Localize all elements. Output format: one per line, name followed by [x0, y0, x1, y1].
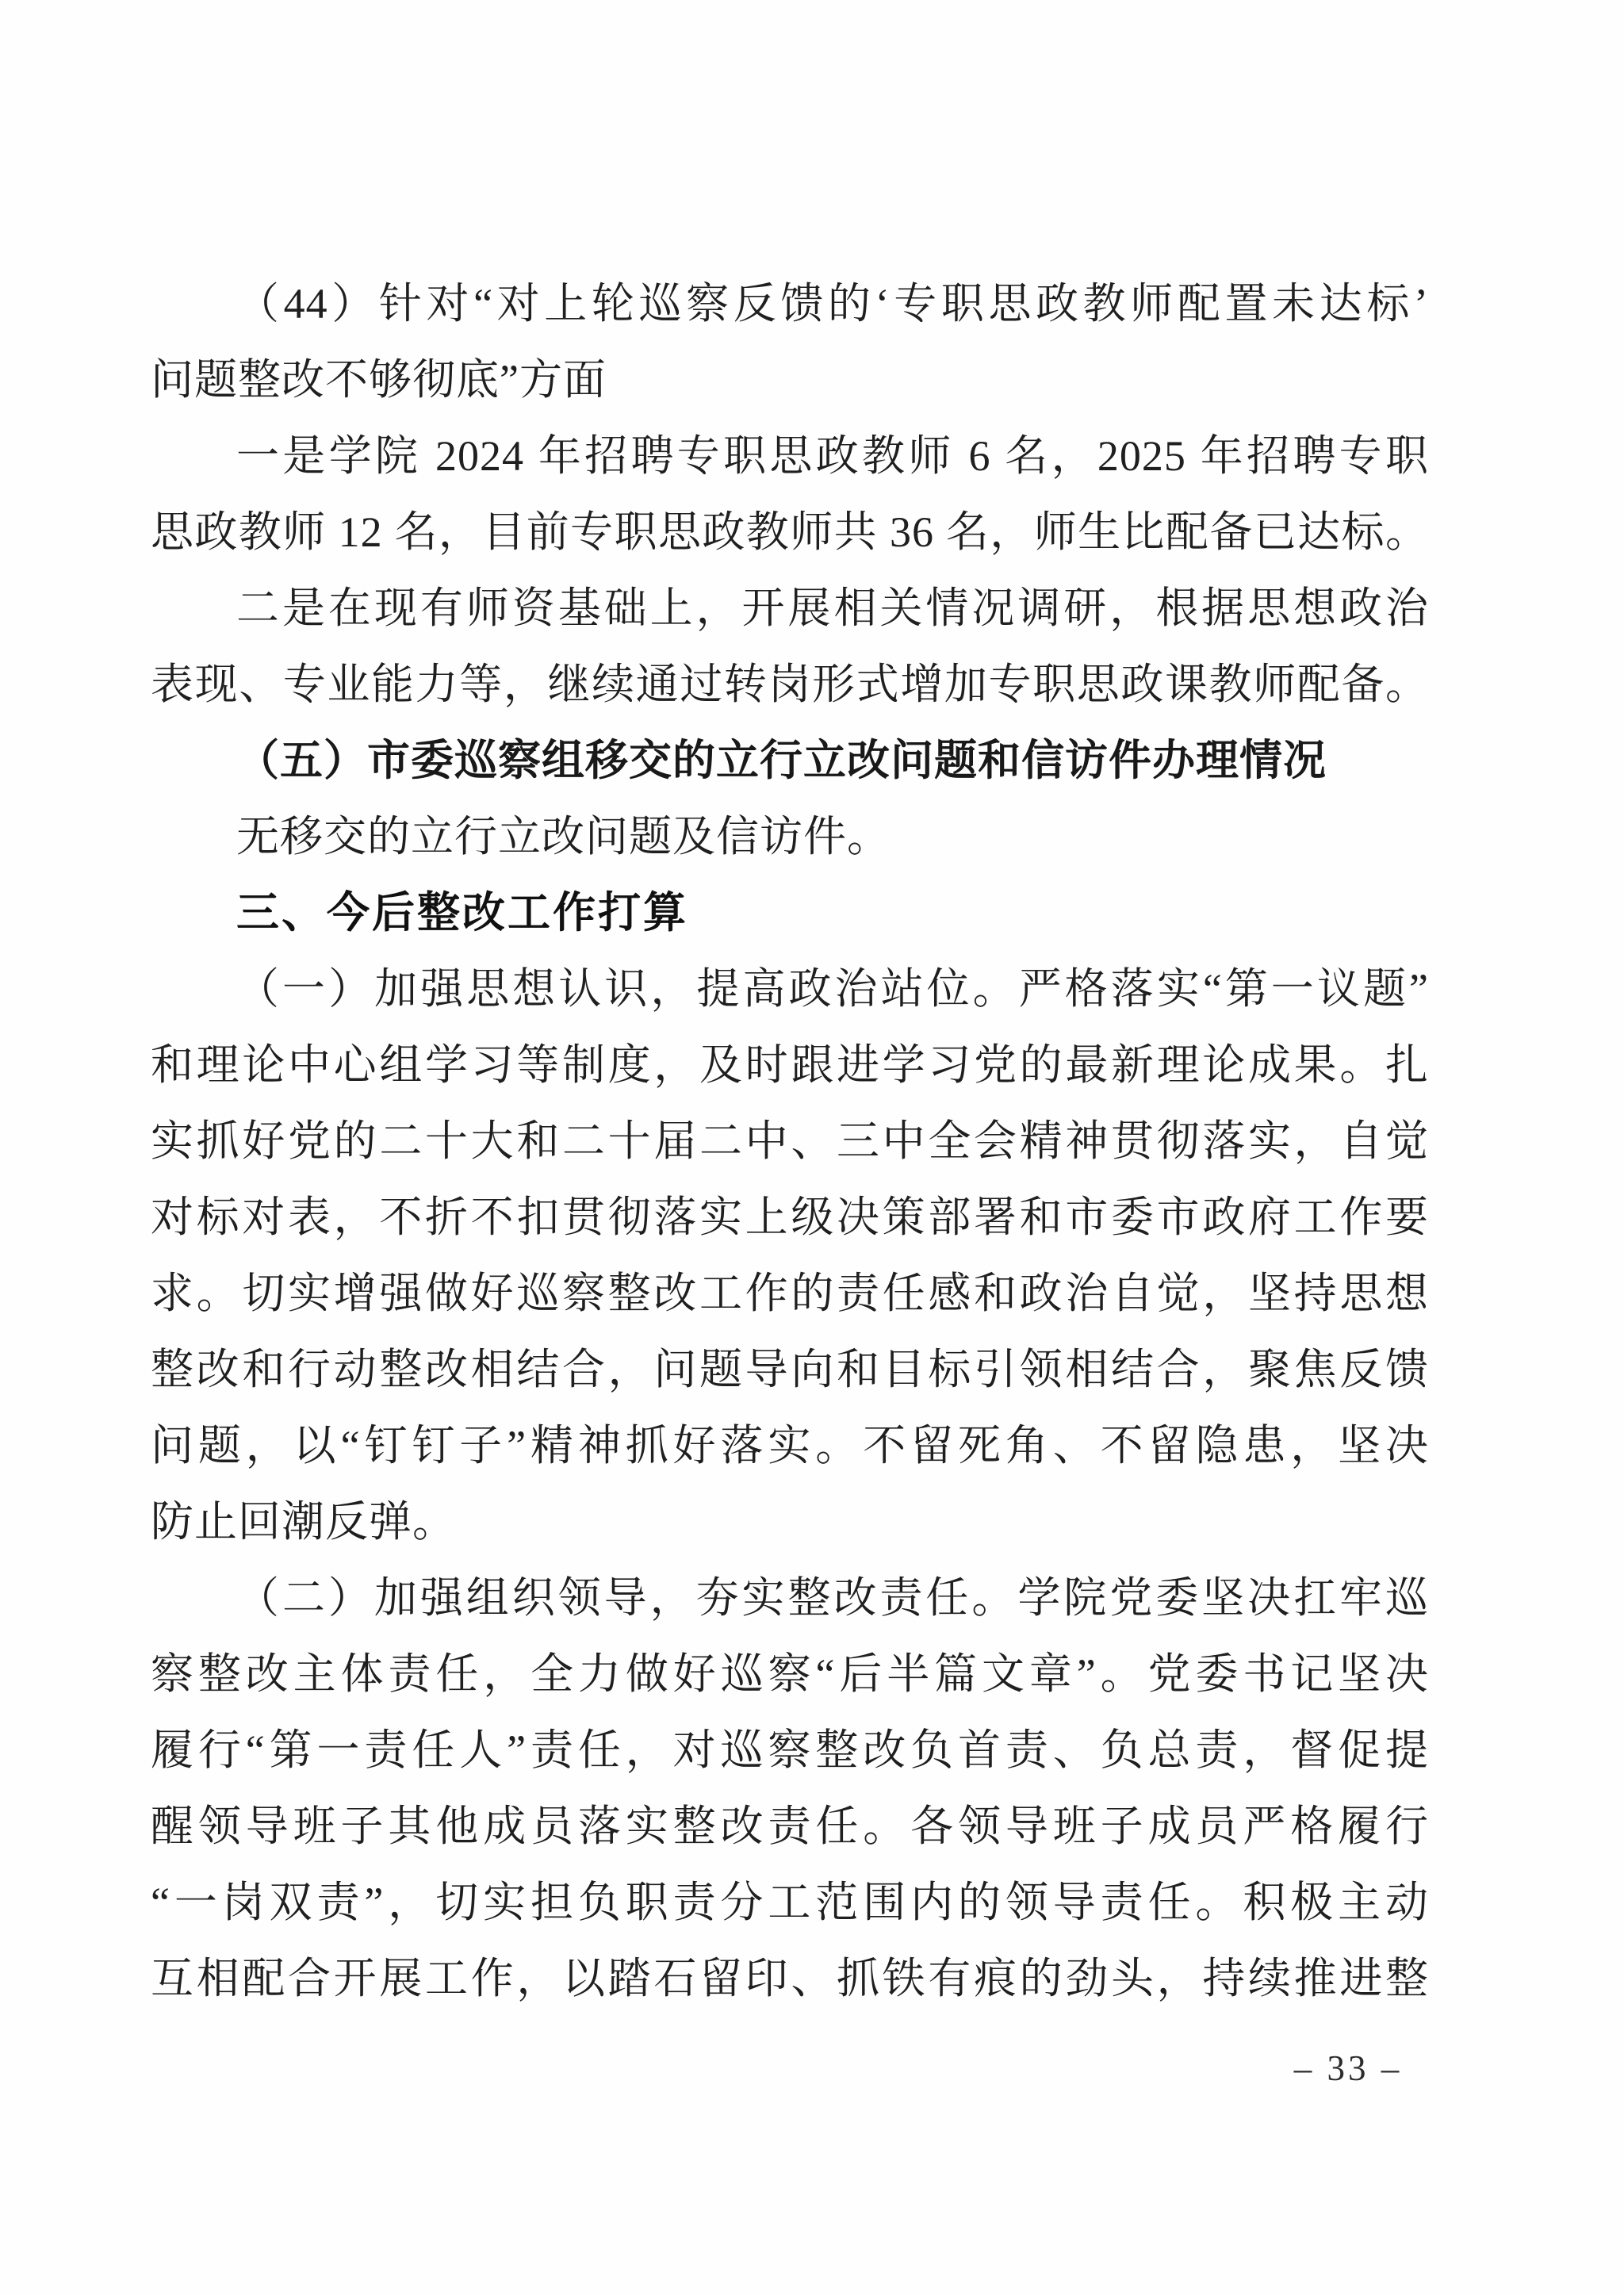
text-line: 察整改主体责任，全力做好巡察“后半篇文章”。党委书记坚决 — [151, 1650, 1429, 1698]
item-44-measure-two — [151, 570, 1429, 722]
text-line: 互相配合开展工作，以踏石留印、抓铁有痕的劲头，持续推进整 — [151, 1955, 1429, 2002]
text-line: 一是学院 2024 年招聘专职思政教师 6 名，2025 年招聘专职 — [236, 432, 1429, 480]
text-line: 整改和行动整改相结合，问题导向和目标引领相结合，聚焦反馈 — [151, 1346, 1429, 1393]
section-three-heading — [151, 875, 1429, 951]
text-line: （44）针对“对上轮巡察反馈的‘专职思政教师配置未达标’ — [236, 280, 1429, 328]
section-five-heading — [151, 722, 1429, 799]
text-line: 醒领导班子其他成员落实整改责任。各领导班子成员严格履行 — [151, 1803, 1429, 1850]
text-line: （五）市委巡察组移交的立行立改问题和信访件办理情况 — [236, 737, 1327, 784]
text-line: 求。切实增强做好巡察整改工作的责任感和政治自觉，坚持思想 — [151, 1270, 1429, 1317]
text-line: 表现、专业能力等，继续通过转岗形式增加专职思政课教师配备。 — [151, 661, 1429, 708]
plan-item-one — [151, 951, 1429, 1560]
text-line: 问题，以“钉钉子”精神抓好落实。不留死角、不留隐患，坚决 — [151, 1422, 1429, 1469]
document-body — [151, 266, 1429, 2017]
text-line: 和理论中心组学习等制度，及时跟进学习党的最新理论成果。扎 — [151, 1041, 1429, 1089]
text-line: 防止回潮反弹。 — [151, 1498, 456, 1546]
section-five-body — [151, 799, 1429, 875]
text-line: 思政教师 12 名，目前专职思政教师共 36 名，师生比配备已达标。 — [151, 508, 1429, 556]
text-line: “一岗双责”，切实担负职责分工范围内的领导责任。积极主动 — [151, 1879, 1429, 1926]
item-44-heading — [151, 266, 1429, 418]
text-line: 对标对表，不折不扣贯彻落实上级决策部署和市委市政府工作要 — [151, 1193, 1429, 1241]
plan-item-two — [151, 1560, 1429, 2017]
text-line: 无移交的立行立改问题及信访件。 — [236, 813, 891, 860]
item-44-measure-one — [151, 418, 1429, 570]
text-line: 履行“第一责任人”责任，对巡察整改负首责、负总责，督促提 — [151, 1726, 1429, 1774]
text-line: 三、今后整改工作打算 — [236, 889, 688, 937]
text-line: 二是在现有师资基础上，开展相关情况调研，根据思想政治 — [236, 584, 1429, 632]
text-line: 实抓好党的二十大和二十届二中、三中全会精神贯彻落实，自觉 — [151, 1117, 1429, 1165]
page-number: – 33 – — [1293, 2048, 1403, 2088]
text-line: 问题整改不够彻底”方面 — [151, 356, 607, 404]
text-line: （一）加强思想认识，提高政治站位。严格落实“第一议题” — [236, 965, 1429, 1013]
text-line: （二）加强组织领导，夯实整改责任。学院党委坚决扛牢巡 — [236, 1574, 1429, 1622]
